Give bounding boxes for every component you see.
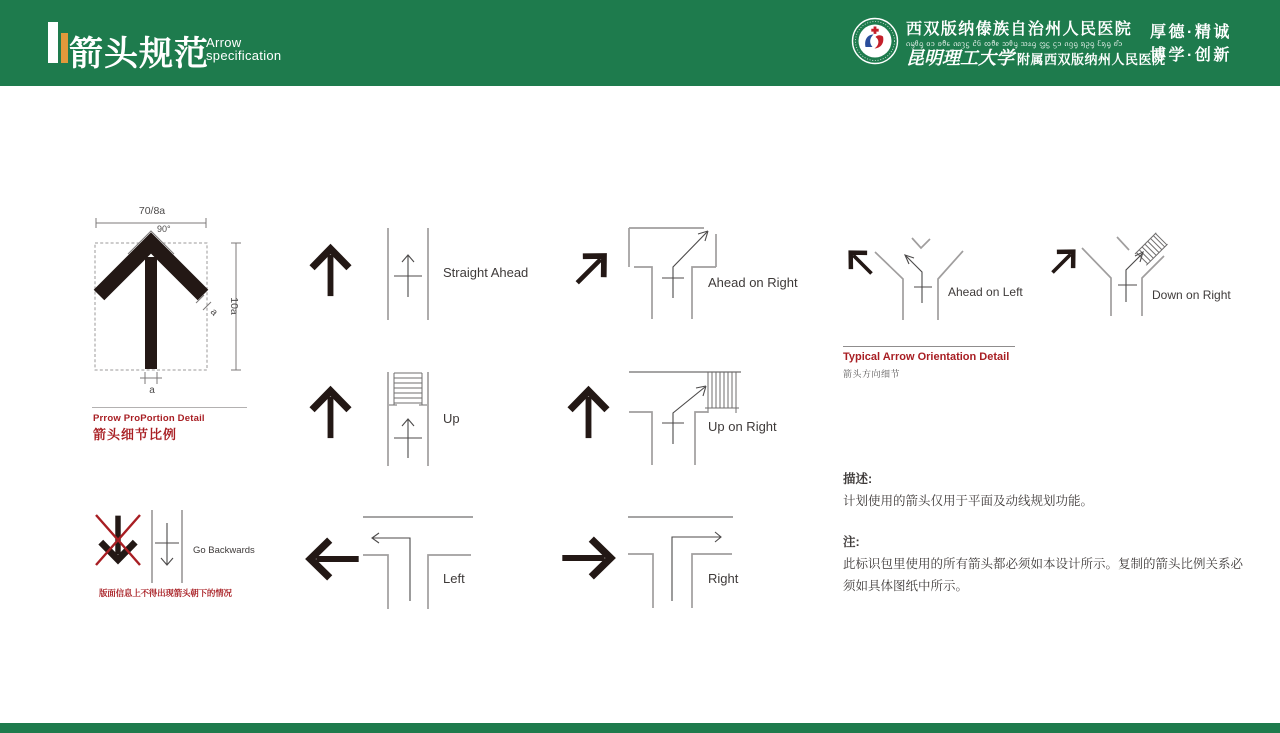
dimension-height-label: 10a — [227, 297, 240, 315]
affiliation-university-calligraphy: 昆明理工大学 — [906, 48, 1014, 68]
title-marker-white-bar — [48, 22, 58, 63]
title-marker-orange-bar — [61, 33, 68, 63]
hospital-logo — [851, 17, 899, 65]
direction-label-up: Up — [443, 411, 460, 426]
caption-divider — [92, 407, 247, 408]
dai-script-text: ᦵᦙᦲᧂ ᦞᦱ ᦈᦹᧈ ᦶᦡᧃ ᦺᦑ ᦟᦹᧉ ᦉᦲᧇ ᦉᦸᧂ ᦗᧃ ᦓᦱ ᦵᦋᧂ ᦣᦳᧂ ᦷᦣᧂ ᦊᦱ — [906, 39, 1123, 48]
proportion-caption-cn: 箭头细节比例 — [93, 427, 178, 442]
y-junction-ahead-on-left-diagram — [872, 236, 967, 320]
orientation-caption-en: Typical Arrow Orientation Detail — [843, 351, 1010, 363]
note-body: 此标识包里使用的所有箭头都必须如本设计所示。复制的箭头比例关系必须如具体图纸中所示。 — [843, 557, 1244, 593]
direction-label-up-on-right: Up on Right — [708, 419, 777, 434]
page-subtitle — [206, 36, 281, 62]
bold-arrow-up-icon — [566, 384, 611, 440]
proportion-caption-en: Prrow ProPortion Detail — [93, 413, 205, 424]
dimension-angle-label: 90° — [157, 224, 171, 234]
affiliation-suffix: 附属西双版纳州人民医院 — [1017, 52, 1166, 67]
red-cross-out-icon — [93, 512, 143, 568]
go-backwards-forbidden-block — [93, 508, 303, 608]
bold-arrow-glyph — [304, 536, 360, 582]
lane-down-diagram — [150, 510, 184, 583]
go-backwards-warning: 版面信息上不得出现箭头朝下的情况 — [99, 588, 232, 598]
arrow-proportion-diagram — [92, 205, 267, 450]
junction-ahead-on-right-diagram — [628, 227, 718, 319]
note-title: 注: — [843, 535, 860, 549]
diagonal-stairs-icon — [1135, 233, 1168, 266]
go-backwards-label: Go Backwards — [193, 545, 255, 556]
lane-straight-diagram — [385, 228, 431, 320]
direction-label-straight-ahead: Straight Ahead — [443, 265, 529, 280]
hospital-identity — [906, 21, 1166, 67]
junction-up-on-right-stairs-diagram — [628, 371, 742, 465]
bold-arrow-up-right-icon — [566, 242, 618, 294]
bold-arrow-glyph — [561, 535, 617, 581]
hospital-motto — [1150, 21, 1232, 67]
bold-arrow-up-icon — [308, 242, 353, 298]
notes-block — [843, 468, 1253, 597]
orientation-caption-divider — [843, 346, 1015, 347]
bold-arrow-glyph — [564, 240, 621, 297]
y-junction-down-on-right-stairs-diagram — [1079, 228, 1176, 318]
header-bar — [0, 0, 1280, 86]
junction-right-diagram — [628, 513, 733, 608]
bold-arrow-left-icon — [304, 531, 360, 587]
dimension-stem-label: a — [149, 385, 155, 396]
bold-arrow-up-right-icon — [1044, 241, 1084, 281]
direction-label-ahead-on-right: Ahead on Right — [708, 275, 798, 290]
direction-label-left: Left — [443, 571, 465, 586]
page-subtitle-line1: Arrow — [206, 35, 242, 50]
direction-label-down-on-right: Down on Right — [1152, 288, 1231, 302]
description-body: 计划使用的箭头仅用于平面及动线规划功能。 — [843, 494, 1094, 508]
page-title: 箭头规范 — [69, 35, 209, 73]
hospital-affiliation — [906, 50, 1166, 67]
direction-label-right: Right — [708, 571, 739, 586]
bold-arrow-right-icon — [561, 530, 617, 586]
dimension-arm-label: a — [207, 306, 220, 319]
motto-line2: 博学·创新 — [1150, 47, 1232, 64]
footer-bar — [0, 723, 1280, 733]
orientation-caption-cn: 箭头方向细节 — [843, 369, 901, 379]
motto-line1: 厚德·精诚 — [1150, 24, 1232, 41]
page-subtitle-line2: specification — [206, 48, 282, 63]
lane-up-stairs-diagram — [385, 372, 431, 466]
dimension-width-label: 70/8a — [138, 205, 166, 217]
description-title: 描述: — [843, 472, 873, 486]
bold-arrow-up-icon — [308, 384, 353, 440]
direction-label-ahead-on-left: Ahead on Left — [948, 285, 1023, 299]
junction-left-diagram — [363, 513, 473, 609]
hospital-name: 西双版纳傣族自治州人民医院 — [906, 21, 1133, 38]
